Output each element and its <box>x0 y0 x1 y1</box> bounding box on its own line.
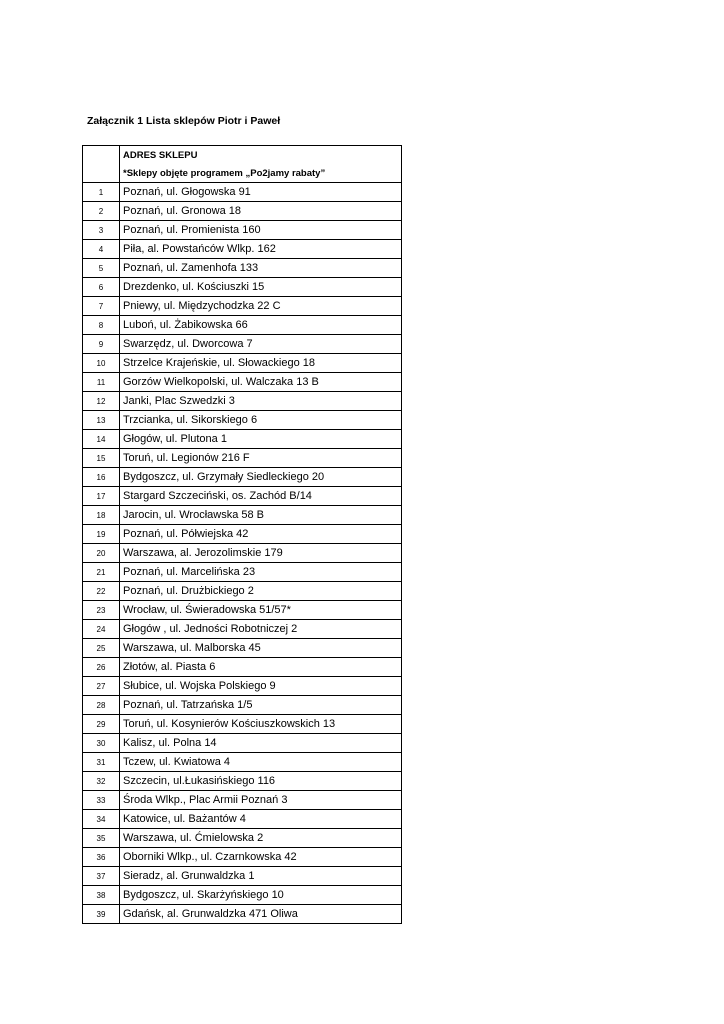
table-row <box>83 544 402 563</box>
row-number: 8 <box>83 316 120 335</box>
store-address: Stargard Szczeciński, os. Zachód B/14 <box>120 487 402 506</box>
row-number: 31 <box>83 753 120 772</box>
table-row <box>83 468 402 487</box>
row-number: 20 <box>83 544 120 563</box>
table-row <box>83 278 402 297</box>
store-address: Głogów, ul. Plutona 1 <box>120 430 402 449</box>
store-address: Oborniki Wlkp., ul. Czarnkowska 42 <box>120 848 402 867</box>
table-row <box>83 392 402 411</box>
store-address: Warszawa, al. Jerozolimskie 179 <box>120 544 402 563</box>
table-header-row <box>83 146 402 165</box>
row-number: 28 <box>83 696 120 715</box>
row-number: 39 <box>83 905 120 924</box>
store-address: Bydgoszcz, ul. Skarżyńskiego 10 <box>120 886 402 905</box>
store-address: Głogów , ul. Jedności Robotniczej 2 <box>120 620 402 639</box>
table-row <box>83 202 402 221</box>
table-row <box>83 582 402 601</box>
store-address: Poznań, ul. Głogowska 91 <box>120 183 402 202</box>
table-row <box>83 525 402 544</box>
store-address: Poznań, ul. Promienista 160 <box>120 221 402 240</box>
row-number: 29 <box>83 715 120 734</box>
store-address: Tczew, ul. Kwiatowa 4 <box>120 753 402 772</box>
store-address: Jarocin, ul. Wrocławska 58 B <box>120 506 402 525</box>
store-address: Środa Wlkp., Plac Armii Poznań 3 <box>120 791 402 810</box>
row-number: 30 <box>83 734 120 753</box>
table-row <box>83 430 402 449</box>
store-address: Katowice, ul. Bażantów 4 <box>120 810 402 829</box>
table-row <box>83 183 402 202</box>
row-number: 6 <box>83 278 120 297</box>
row-number: 12 <box>83 392 120 411</box>
row-number: 15 <box>83 449 120 468</box>
row-number: 25 <box>83 639 120 658</box>
row-number: 18 <box>83 506 120 525</box>
row-number: 27 <box>83 677 120 696</box>
store-address: Poznań, ul. Gronowa 18 <box>120 202 402 221</box>
table-row <box>83 905 402 924</box>
row-number: 36 <box>83 848 120 867</box>
header-program-note: *Sklepy objęte programem „Po2jamy rabaty” <box>120 164 402 183</box>
store-address: Trzcianka, ul. Sikorskiego 6 <box>120 411 402 430</box>
table-row <box>83 658 402 677</box>
store-address: Drezdenko, ul. Kościuszki 15 <box>120 278 402 297</box>
table-row <box>83 753 402 772</box>
row-number: 24 <box>83 620 120 639</box>
row-number: 5 <box>83 259 120 278</box>
table-row <box>83 829 402 848</box>
table-row <box>83 506 402 525</box>
table-row <box>83 867 402 886</box>
store-address: Bydgoszcz, ul. Grzymały Siedleckiego 20 <box>120 468 402 487</box>
row-number: 11 <box>83 373 120 392</box>
row-number: 22 <box>83 582 120 601</box>
store-address: Kalisz, ul. Polna 14 <box>120 734 402 753</box>
store-address: Poznań, ul. Zamenhofa 133 <box>120 259 402 278</box>
store-address: Szczecin, ul.Łukasińskiego 116 <box>120 772 402 791</box>
table-row <box>83 297 402 316</box>
table-row <box>83 601 402 620</box>
row-number: 17 <box>83 487 120 506</box>
row-number: 14 <box>83 430 120 449</box>
header-number-cell <box>83 146 120 183</box>
store-list-body <box>83 146 402 924</box>
table-header-row-note <box>83 164 402 183</box>
store-address: Warszawa, ul. Ćmielowska 2 <box>120 829 402 848</box>
row-number: 10 <box>83 354 120 373</box>
store-address: Słubice, ul. Wojska Polskiego 9 <box>120 677 402 696</box>
table-row <box>83 411 402 430</box>
store-address: Złotów, al. Piasta 6 <box>120 658 402 677</box>
row-number: 33 <box>83 791 120 810</box>
table-row <box>83 620 402 639</box>
row-number: 4 <box>83 240 120 259</box>
store-address: Toruń, ul. Kosynierów Kościuszkowskich 13 <box>120 715 402 734</box>
table-row <box>83 734 402 753</box>
store-address: Strzelce Krajeńskie, ul. Słowackiego 18 <box>120 354 402 373</box>
row-number: 37 <box>83 867 120 886</box>
row-number: 16 <box>83 468 120 487</box>
row-number: 32 <box>83 772 120 791</box>
table-row <box>83 791 402 810</box>
store-address: Poznań, ul. Tatrzańska 1/5 <box>120 696 402 715</box>
store-address: Sieradz, al. Grunwaldzka 1 <box>120 867 402 886</box>
row-number: 23 <box>83 601 120 620</box>
row-number: 38 <box>83 886 120 905</box>
table-row <box>83 487 402 506</box>
row-number: 34 <box>83 810 120 829</box>
table-row <box>83 240 402 259</box>
table-row <box>83 886 402 905</box>
store-address: Poznań, ul. Półwiejska 42 <box>120 525 402 544</box>
row-number: 2 <box>83 202 120 221</box>
store-address: Poznań, ul. Drużbickiego 2 <box>120 582 402 601</box>
store-address: Gdańsk, al. Grunwaldzka 471 Oliwa <box>120 905 402 924</box>
table-row <box>83 639 402 658</box>
row-number: 19 <box>83 525 120 544</box>
row-number: 1 <box>83 183 120 202</box>
table-row <box>83 373 402 392</box>
row-number: 26 <box>83 658 120 677</box>
row-number: 13 <box>83 411 120 430</box>
table-row <box>83 563 402 582</box>
store-address: Gorzów Wielkopolski, ul. Walczaka 13 B <box>120 373 402 392</box>
row-number: 7 <box>83 297 120 316</box>
page-title: Załącznik 1 Lista sklepów Piotr i Paweł <box>87 115 281 127</box>
table-row <box>83 449 402 468</box>
store-address: Piła, al. Powstańców Wlkp. 162 <box>120 240 402 259</box>
row-number: 35 <box>83 829 120 848</box>
table-row <box>83 335 402 354</box>
table-row <box>83 316 402 335</box>
table-row <box>83 677 402 696</box>
row-number: 3 <box>83 221 120 240</box>
store-address: Warszawa, ul. Malborska 45 <box>120 639 402 658</box>
store-address: Pniewy, ul. Międzychodzka 22 C <box>120 297 402 316</box>
table-row <box>83 810 402 829</box>
store-address: Toruń, ul. Legionów 216 F <box>120 449 402 468</box>
table-row <box>83 259 402 278</box>
store-address: Wrocław, ul. Świeradowska 51/57* <box>120 601 402 620</box>
row-number: 9 <box>83 335 120 354</box>
store-address: Poznań, ul. Marcelińska 23 <box>120 563 402 582</box>
table-row <box>83 221 402 240</box>
header-address-title: ADRES SKLEPU <box>120 146 402 165</box>
row-number: 21 <box>83 563 120 582</box>
store-list-table <box>82 145 402 924</box>
table-row <box>83 354 402 373</box>
table-row <box>83 696 402 715</box>
table-row <box>83 772 402 791</box>
store-address: Swarzędz, ul. Dworcowa 7 <box>120 335 402 354</box>
store-address: Janki, Plac Szwedzki 3 <box>120 392 402 411</box>
table-row <box>83 715 402 734</box>
table-row <box>83 848 402 867</box>
store-address: Luboń, ul. Żabikowska 66 <box>120 316 402 335</box>
